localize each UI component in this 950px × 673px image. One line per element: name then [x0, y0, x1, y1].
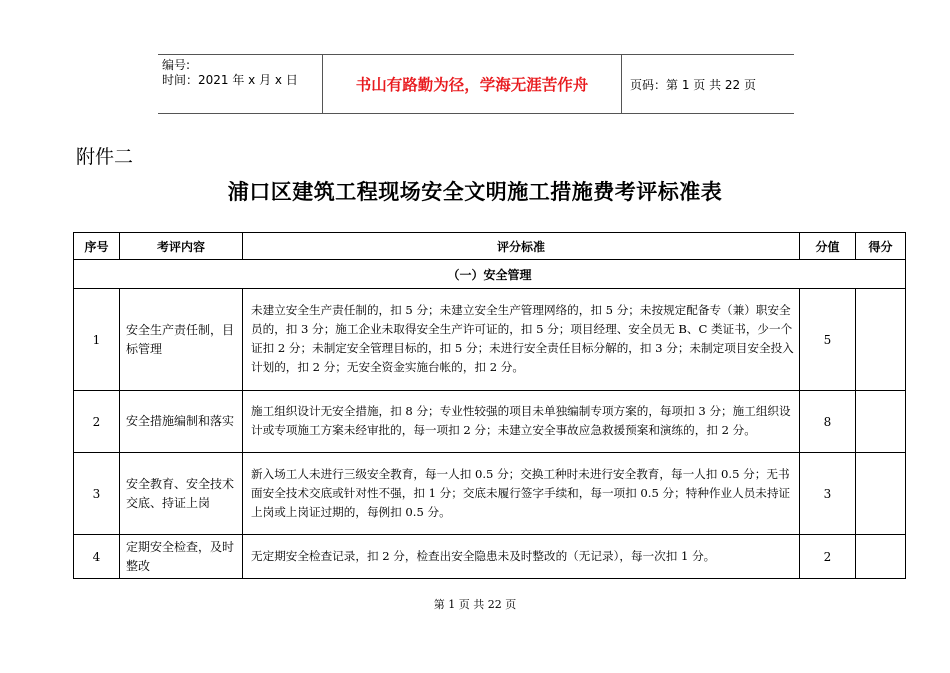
row-content: 定期安全检查，及时整改 — [120, 535, 243, 579]
col-header-got: 得分 — [856, 233, 906, 260]
header-meta — [158, 55, 322, 113]
row-score: 3 — [800, 453, 856, 535]
row-no: 1 — [74, 289, 120, 391]
row-score: 8 — [800, 391, 856, 453]
document-header — [158, 54, 794, 114]
row-got — [856, 535, 906, 579]
row-criteria: 未建立安全生产责任制的，扣 5 分；未建立安全生产管理网络的，扣 5 分；未按规定配备专（兼）职安全员的，扣 3 分；施工企业未取得安全生产许可证的，扣 5 分；项目经理、安全员无 B、C 类证书，少一个证扣 2 分；未制定安全管理目标的，扣 5 分；未进行安全责任目标分解的，扣 3 分；未制定项目安全投入计划的，扣 2 分；无安全资金实施台帐的，扣 2 分。 — [243, 289, 800, 391]
row-criteria: 施工组织设计无安全措施，扣 8 分；专业性较强的项目未单独编制专项方案的，每项扣 3 分；施工组织设计或专项施工方案未经审批的，每一项扣 2 分；未建立安全事故应急救援预案和演练的，扣 2 分。 — [243, 391, 800, 453]
table-row — [74, 289, 906, 391]
col-header-criteria: 评分标准 — [243, 233, 800, 260]
table-row — [74, 391, 906, 453]
attachment-label: 附件二 — [76, 146, 134, 168]
row-no: 2 — [74, 391, 120, 453]
section-title: （一）安全管理 — [74, 260, 906, 289]
row-score: 2 — [800, 535, 856, 579]
page-footer: 第 1 页 共 22 页 — [433, 598, 517, 611]
section-row — [74, 260, 906, 289]
table-row — [74, 453, 906, 535]
row-content: 安全措施编制和落实 — [120, 391, 243, 453]
page-title: 浦口区建筑工程现场安全文明施工措施费考评标准表 — [227, 180, 723, 204]
page-info: 页码：第 1 页 共 22 页 — [630, 77, 756, 92]
code-label: 编号: — [162, 58, 191, 72]
row-got — [856, 453, 906, 535]
col-header-no: 序号 — [74, 233, 120, 260]
row-content: 安全教育、安全技术交底、持证上岗 — [120, 453, 243, 535]
time-label: 时间：2021 年 x 月 x 日 — [162, 73, 298, 87]
col-header-score: 分值 — [800, 233, 856, 260]
row-got — [856, 289, 906, 391]
motto: 书山有路勤为径，学海无涯苦作舟 — [322, 55, 622, 113]
row-score: 5 — [800, 289, 856, 391]
evaluation-table — [73, 232, 906, 579]
table-row — [74, 535, 906, 579]
row-content: 安全生产责任制，目标管理 — [120, 289, 243, 391]
row-got — [856, 391, 906, 453]
row-no: 3 — [74, 453, 120, 535]
row-no: 4 — [74, 535, 120, 579]
table-header-row — [74, 233, 906, 260]
row-criteria: 新入场工人未进行三级安全教育，每一人扣 0.5 分；交换工种时未进行安全教育，每一人扣 0.5 分；无书面安全技术交底或针对性不强，扣 1 分；交底未履行签字手续和，每一项扣 0.5 分；特种作业人员未持证上岗或上岗证过期的，每例扣 0.5 分。 — [243, 453, 800, 535]
col-header-content: 考评内容 — [120, 233, 243, 260]
row-criteria: 无定期安全检查记录，扣 2 分，检查出安全隐患未及时整改的（无记录），每一次扣 1 分。 — [243, 535, 800, 579]
